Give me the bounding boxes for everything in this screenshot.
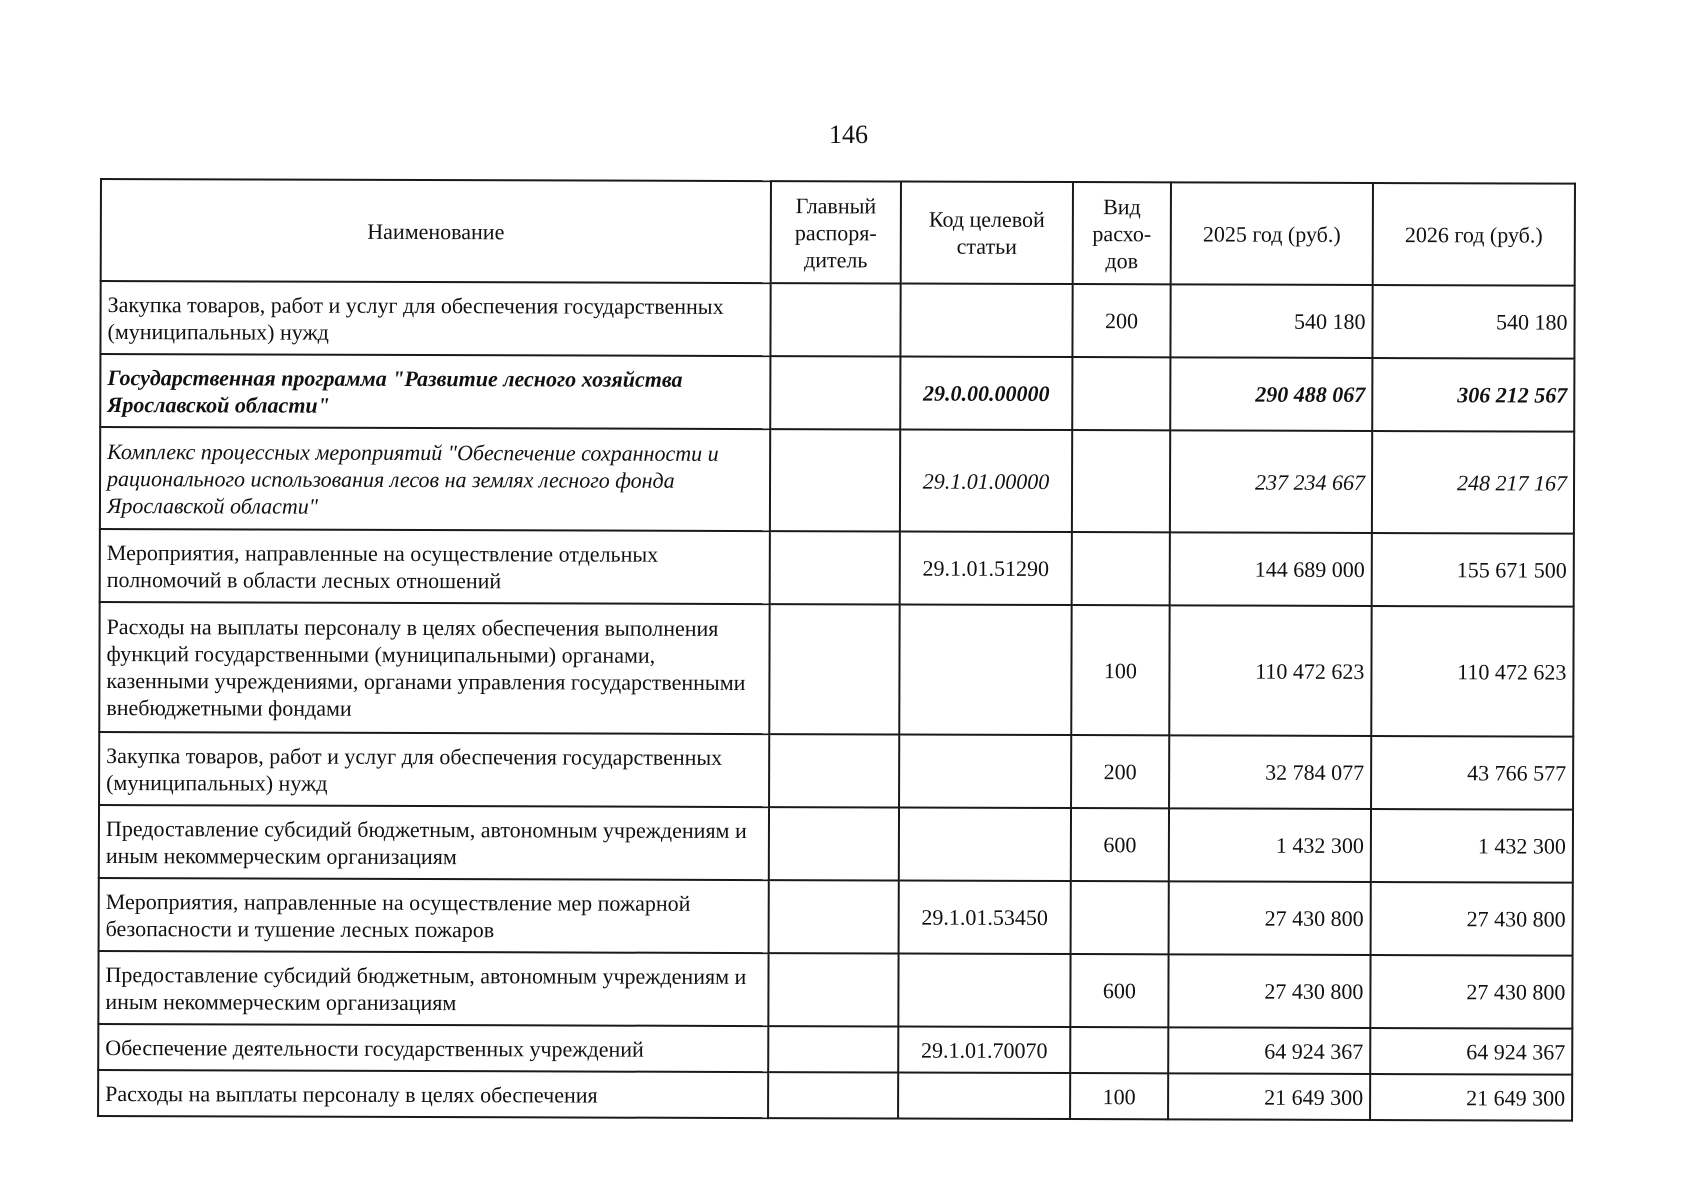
row-year-2026: 540 180 [1372,285,1574,359]
row-expense-type [1071,881,1169,954]
row-name: Расходы на выплаты персоналу в целях обеспечения [98,1070,768,1118]
row-year-2026: 21 649 300 [1370,1074,1572,1121]
table-row [100,427,1574,534]
row-year-2026: 27 430 800 [1371,882,1573,956]
row-name: Предоставление субсидий бюджетным, автономным учреждениям и иным некоммерческим организациям [98,951,768,1026]
row-expense-type: 600 [1071,808,1169,881]
table-row [98,1024,1572,1075]
table-row [98,1070,1572,1121]
header-year-2025: 2025 год (руб.) [1171,182,1373,285]
row-year-2025: 540 180 [1170,284,1372,358]
table-row [100,354,1574,432]
header-manager: Главный распоря-дитель [771,181,901,283]
row-manager [770,531,900,604]
row-year-2026: 64 924 367 [1370,1028,1572,1075]
row-code: 29.1.01.51290 [900,532,1072,606]
row-expense-type [1072,532,1170,605]
table-row [99,878,1573,956]
row-expense-type: 200 [1072,284,1170,357]
budget-table [97,178,1576,1122]
row-manager [770,283,900,356]
row-code: 29.0.00.00000 [900,357,1072,431]
header-name: Наименование [101,179,771,283]
table-row [100,529,1574,607]
row-name: Комплекс процессных мероприятий "Обеспечение сохранности и рационального использования лесов на землях лесного фонда Ярославской области" [100,427,770,531]
table-header-row [101,179,1575,286]
row-name: Государственная программа "Развитие лесного хозяйства Ярославской области" [100,354,770,429]
row-year-2025: 237 234 667 [1170,430,1372,533]
row-year-2025: 144 689 000 [1170,532,1372,606]
header-year-2026: 2026 год (руб.) [1373,183,1575,286]
header-expense-type: Вид расхо-дов [1073,182,1171,284]
row-expense-type: 100 [1071,605,1169,735]
row-expense-type: 600 [1070,954,1168,1027]
row-name: Закупка товаров, работ и услуг для обеспечения государственных (муниципальных) нужд [100,281,770,356]
row-year-2025: 27 430 800 [1168,954,1370,1028]
row-expense-type [1072,357,1170,430]
row-year-2025: 110 472 623 [1169,605,1371,736]
row-year-2026: 248 217 167 [1372,431,1574,534]
row-manager [770,356,900,429]
row-year-2025: 32 784 077 [1169,735,1371,809]
row-year-2026: 1 432 300 [1371,809,1573,883]
row-name: Обеспечение деятельности государственных учреждений [98,1024,768,1072]
page-number: 146 [829,120,868,149]
row-manager [768,1072,898,1118]
row-code [898,954,1070,1028]
row-expense-type: 100 [1070,1073,1168,1119]
row-code [899,808,1071,882]
row-year-2025: 290 488 067 [1170,357,1372,431]
row-code: 29.1.01.70070 [898,1027,1070,1074]
row-year-2025: 64 924 367 [1168,1027,1370,1074]
row-manager [769,807,899,880]
row-code: 29.1.01.53450 [899,881,1071,955]
table-row [98,951,1572,1029]
row-code [898,1073,1070,1120]
row-name: Расходы на выплаты персоналу в целях обеспечения выполнения функций государственными (муниципальными) органами, казенными учреждениями, органами управления государственными внебюджетными фондами [99,602,769,734]
row-expense-type [1072,430,1170,532]
header-code: Код целевой статьи [901,182,1073,285]
row-year-2026: 155 671 500 [1372,533,1574,607]
table-row [99,602,1573,737]
row-name: Мероприятия, направленные на осуществление мер пожарной безопасности и тушение лесных пожаров [99,878,769,953]
table-row [100,281,1574,359]
row-name: Мероприятия, направленные на осуществление отдельных полномочий в области лесных отношений [100,529,770,604]
row-name: Предоставление субсидий бюджетным, автономным учреждениям и иным некоммерческим организациям [99,805,769,880]
row-year-2025: 21 649 300 [1168,1073,1370,1120]
row-name: Закупка товаров, работ и услуг для обеспечения государственных (муниципальных) нужд [99,732,769,807]
row-code [899,735,1071,809]
row-year-2026: 110 472 623 [1371,606,1573,737]
row-manager [769,734,899,807]
row-manager [769,604,899,734]
table-row [99,732,1573,810]
row-manager [770,429,900,531]
row-year-2026: 27 430 800 [1370,955,1572,1029]
row-manager [769,880,899,953]
row-expense-type: 200 [1071,735,1169,808]
row-code: 29.1.01.00000 [900,430,1072,533]
table-row [99,805,1573,883]
row-manager [768,953,898,1026]
row-manager [768,1026,898,1072]
row-code [900,284,1072,358]
row-code [899,605,1071,736]
row-expense-type [1070,1027,1168,1073]
row-year-2025: 1 432 300 [1169,808,1371,882]
row-year-2026: 306 212 567 [1372,358,1574,432]
row-year-2026: 43 766 577 [1371,736,1573,810]
row-year-2025: 27 430 800 [1169,881,1371,955]
